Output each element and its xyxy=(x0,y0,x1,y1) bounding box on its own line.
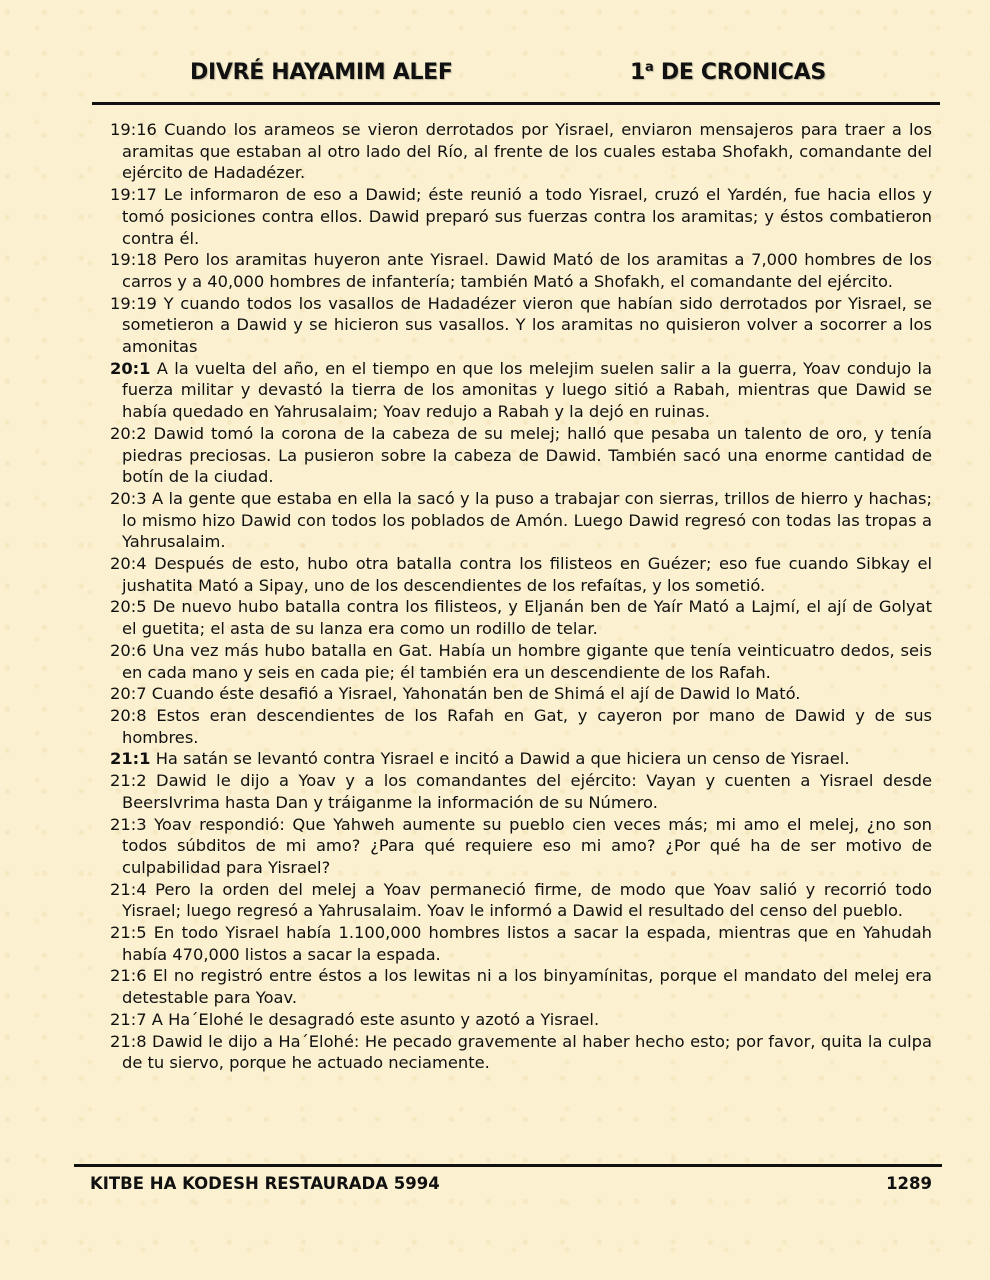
verse xyxy=(110,770,932,813)
verse xyxy=(110,683,932,705)
verse xyxy=(110,1031,932,1074)
verse xyxy=(110,1009,932,1031)
verse-text: Pero los aramitas huyeron ante Yisrael. Dawid Mató de los aramitas a 7,000 hombres de los carros y a 40,000 hombres de infantería; también Mató a Shofakh, el comandante del ejército. xyxy=(122,250,932,291)
verse xyxy=(110,358,932,423)
verse-reference: 21:1 xyxy=(110,749,151,769)
verse-reference: 20:1 xyxy=(110,358,151,378)
verse-reference: 19:19 xyxy=(110,293,157,313)
verse-text: Yoav respondió: Que Yahweh aumente su pueblo cien veces más; mi amo el melej, ¿no son todos súbditos de mi amo? ¿Para qué requiere eso mi amo? ¿Por qué ha de ser motivo de culpabilidad para Yisrael? xyxy=(122,814,932,877)
book-title: DIVRÉ HAYAMIM ALEF xyxy=(190,60,453,85)
verse-text: Dawid tomó la corona de la cabeza de su melej; halló que pesaba un talento de oro, y tenía piedras preciosas. La pusieron sobre la cabeza de Dawid. También sacó una enorme cantidad de botín de la ciudad. xyxy=(122,423,932,487)
page-footer xyxy=(74,1164,942,1201)
verse xyxy=(110,184,932,249)
verse-text: En todo Yisrael había 1.100,000 hombres listos a sacar la espada, mientras que en Yahudah había 470,000 listos a sacar la espada. xyxy=(122,923,932,964)
verse-reference: 21:3 xyxy=(110,814,147,834)
verse xyxy=(110,748,932,770)
verse xyxy=(110,553,932,596)
verse xyxy=(110,119,932,184)
page-header xyxy=(92,58,940,105)
verse-text: A Ha´Elohé le desagradó este asunto y azotó a Yisrael. xyxy=(151,1009,600,1029)
verse-text: A la vuelta del año, en el tiempo en que los melejim suelen salir a la guerra, Yoav condujo la fuerza militar y devastó la tierra de los amonitas y luego sitió a Rabah, mientras que Dawid se había quedado en Yahrusalaim; Yoav redujo a Rabah y la dejó en ruinas. xyxy=(122,358,932,422)
verse-list xyxy=(110,119,932,1161)
verse-text: El no registró entre éstos a los lewitas ni a los binyamínitas, porque el mandato del melej era detestable para Yoav. xyxy=(122,966,932,1008)
verse-reference: 20:4 xyxy=(110,554,147,574)
verse-reference: 19:17 xyxy=(110,185,157,205)
verse-reference: 21:7 xyxy=(110,1009,147,1029)
verse-reference: 21:8 xyxy=(110,1031,147,1051)
verse xyxy=(110,965,932,1008)
verse-reference: 21:5 xyxy=(110,923,147,943)
verse xyxy=(110,640,932,683)
verse xyxy=(110,705,932,748)
book-name xyxy=(630,60,826,85)
book-number: 1 xyxy=(630,60,646,85)
footer-title: KITBE HA KODESH RESTAURADA 5994 xyxy=(90,1174,440,1193)
verse-reference: 21:6 xyxy=(110,966,147,986)
verse-reference: 20:2 xyxy=(110,423,147,443)
verse xyxy=(110,922,932,965)
verse-text: A la gente que estaba en ella la sacó y la puso a trabajar con sierras, trillos de hierro y hachas; lo mismo hizo Dawid con todos los poblados de Amón. Luego Dawid regresó con todas las tropas a Yahrusalaim. xyxy=(122,488,932,552)
verse-text: De nuevo hubo batalla contra los filisteos, y Eljanán ben de Yaír Mató a Lajmí, el ají de Golyat el guetita; el asta de su lanza era como un rodillo de telar. xyxy=(122,597,932,639)
verse xyxy=(110,488,932,553)
verse-text: Pero la orden del melej a Yoav permaneció firme, de modo que Yoav salió y recorrió todo Yisrael; luego regresó a Yahrusalaim. Yoav le informó a Dawid el resultado del censo del pueblo. xyxy=(122,879,932,921)
verse-reference: 20:3 xyxy=(110,488,147,508)
verse xyxy=(110,293,932,358)
verse-reference: 19:18 xyxy=(110,250,157,270)
verse xyxy=(110,879,932,922)
verse-reference: 20:8 xyxy=(110,705,147,725)
verse-text: Dawid le dijo a Yoav y a los comandantes del ejército: Vayan y cuenten a Yisrael desde BeersIvrima hasta Dan y tráiganme la información de su Número. xyxy=(122,771,932,812)
book-ordinal: a xyxy=(645,60,654,75)
verse-text: Después de esto, hubo otra batalla contra los filisteos en Guézer; eso fue cuando Sibkay el jushatita Mató a Sipay, uno de los descendientes de los refaítas, y los sometió. xyxy=(122,554,932,595)
verse-text: Cuando los arameos se vieron derrotados por Yisrael, enviaron mensajeros para traer a los aramitas que estaban al otro lado del Río, al frente de los cuales estaba Shofakh, comandante del ejército de Hadadézer. xyxy=(122,120,932,183)
verse-reference: 20:7 xyxy=(110,684,147,704)
verse xyxy=(110,423,932,488)
book-name-text: DE CRONICAS xyxy=(653,60,826,85)
verse-text: Ha satán se levantó contra Yisrael e incitó a Dawid a que hiciera un censo de Yisrael. xyxy=(155,749,850,769)
verse-text: Dawid le dijo a Ha´Elohé: He pecado gravemente al haber hecho esto; por favor, quita la culpa de tu siervo, porque he actuado neciamente. xyxy=(122,1031,932,1073)
verse-reference: 21:4 xyxy=(110,879,147,899)
verse-text: Estos eran descendientes de los Rafah en Gat, y cayeron por mano de Dawid y de sus hombres. xyxy=(122,705,932,747)
verse-reference: 21:2 xyxy=(110,771,147,791)
verse-reference: 20:5 xyxy=(110,597,147,617)
verse-reference: 19:16 xyxy=(110,120,157,139)
verse xyxy=(110,596,932,639)
verse xyxy=(110,249,932,292)
verse-reference: 20:6 xyxy=(110,640,147,660)
verse-text: Una vez más hubo batalla en Gat. Había un hombre gigante que tenía veinticuatro dedos, seis en cada mano y seis en cada pie; él también era un descendiente de los Rafah. xyxy=(122,640,932,682)
verse xyxy=(110,814,932,879)
page-number: 1289 xyxy=(886,1174,932,1193)
verse-text: Le informaron de eso a Dawid; éste reunió a todo Yisrael, cruzó el Yardén, fue hacia ellos y tomó posiciones contra ellos. Dawid preparó sus fuerzas contra los aramitas; y éstos combatieron contra él. xyxy=(122,185,932,248)
verse-text: Cuando éste desafió a Yisrael, Yahonatán ben de Shimá el ají de Dawid lo Mató. xyxy=(151,684,801,704)
verse-text: Y cuando todos los vasallos de Hadadézer vieron que habían sido derrotados por Yisrael, se sometieron a Dawid y se hicieron sus vasallos. Y los aramitas no quisieron volver a socorrer a los amonitas xyxy=(122,293,932,357)
